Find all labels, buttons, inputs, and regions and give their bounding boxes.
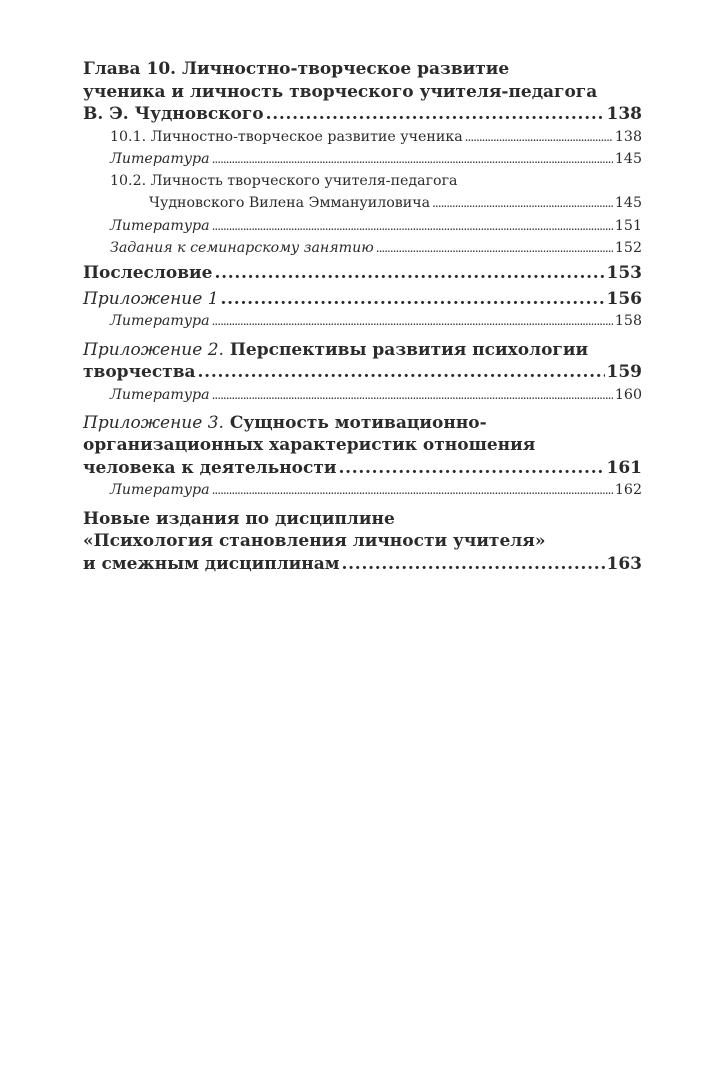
page-number: 156 [606,288,642,309]
dot-leader [376,237,613,259]
page-number: 145 [614,195,642,212]
toc-entry-chapter-10-line2 [83,81,642,104]
chapter-title: В. Э. Чудновского [83,104,264,124]
toc-entry-section-10-1[interactable] [83,126,642,148]
section-title: Литература [110,313,210,330]
section-title: 10.1. Личностно-творческое развитие ученика [110,128,463,145]
dot-leader [266,103,605,126]
appendix-label: Приложение 2. [83,339,224,360]
page-number: 163 [606,553,642,574]
chapter-title: организационных характеристик отношения [83,435,536,456]
toc-entry-chapter-10-line3[interactable] [83,103,642,126]
dot-leader [338,457,604,480]
dot-leader [212,479,613,501]
section-title: 10.2. Личность творческого учителя-педагога [110,173,458,190]
chapter-title: Глава 10. Личностно-творческое развитие [83,59,510,79]
appendix-label: Приложение 1 [83,288,219,309]
page-number: 145 [614,150,642,167]
toc-entry-afterword[interactable] [83,262,642,285]
dot-leader [214,262,604,285]
section-title: Литература [110,150,210,167]
dot-leader [432,192,613,214]
dot-leader [212,310,613,332]
page-number: 138 [614,128,642,145]
toc-entry-literature[interactable] [83,148,642,170]
page-number: 159 [606,362,642,383]
dot-leader [342,553,605,576]
page-number: 153 [606,263,642,284]
chapter-title: и смежным дисциплинам [83,553,340,574]
toc-entry-chapter-10-line1 [83,58,642,81]
dot-leader [465,126,613,148]
toc-entry-new-editions-line1 [83,508,642,531]
chapter-title: Послесловие [83,263,213,284]
page-number: 152 [614,239,642,256]
dot-leader [221,288,605,311]
page-number: 151 [614,217,642,234]
toc-entry-literature[interactable] [83,384,642,406]
chapter-title: творчества [83,362,196,383]
page-number: 162 [614,482,642,499]
chapter-title: Новые издания по дисциплине [83,508,395,529]
chapter-title [83,288,219,311]
appendix-title: Сущность мотивационно- [229,412,487,433]
appendix-title: Перспективы развития психологии [229,339,589,360]
table-of-contents [83,58,642,575]
dot-leader [198,361,605,384]
toc-entry-appendix-3-line2 [83,434,642,457]
dot-leader [212,384,613,406]
chapter-title [83,412,487,435]
section-title: Чудновского Вилена Эммануиловича [149,195,431,212]
toc-entry-literature[interactable] [83,215,642,237]
dot-leader [212,148,613,170]
toc-entry-appendix-1[interactable] [83,288,642,311]
toc-entry-new-editions-line2 [83,530,642,553]
chapter-title: ученика и личность творческого учителя-педагога [83,81,598,102]
dot-leader [212,215,613,237]
chapter-title: человека к деятельности [83,457,337,478]
toc-entry-section-10-2-line1 [83,170,642,192]
toc-entry-section-10-2-line2[interactable] [83,192,642,214]
page-number: 138 [606,104,642,124]
toc-entry-appendix-3-line1 [83,412,642,435]
page-number: 161 [606,457,642,478]
page-number: 160 [614,386,642,403]
toc-entry-literature[interactable] [83,479,642,501]
toc-entry-literature[interactable] [83,310,642,332]
toc-entry-seminar-tasks[interactable] [83,237,642,259]
toc-entry-new-editions-line3[interactable] [83,553,642,576]
chapter-title: «Психология становления личности учителя» [83,531,546,552]
toc-entry-appendix-2-line1 [83,339,642,362]
section-title: Литература [110,482,210,499]
appendix-label: Приложение 3. [83,412,224,433]
page-number: 158 [614,313,642,330]
section-title: Задания к семинарскому занятию [110,239,374,256]
section-title: Литература [110,217,210,234]
toc-entry-appendix-3-line3[interactable] [83,457,642,480]
chapter-title [83,339,588,362]
toc-entry-appendix-2-line2[interactable] [83,361,642,384]
section-title: Литература [110,386,210,403]
